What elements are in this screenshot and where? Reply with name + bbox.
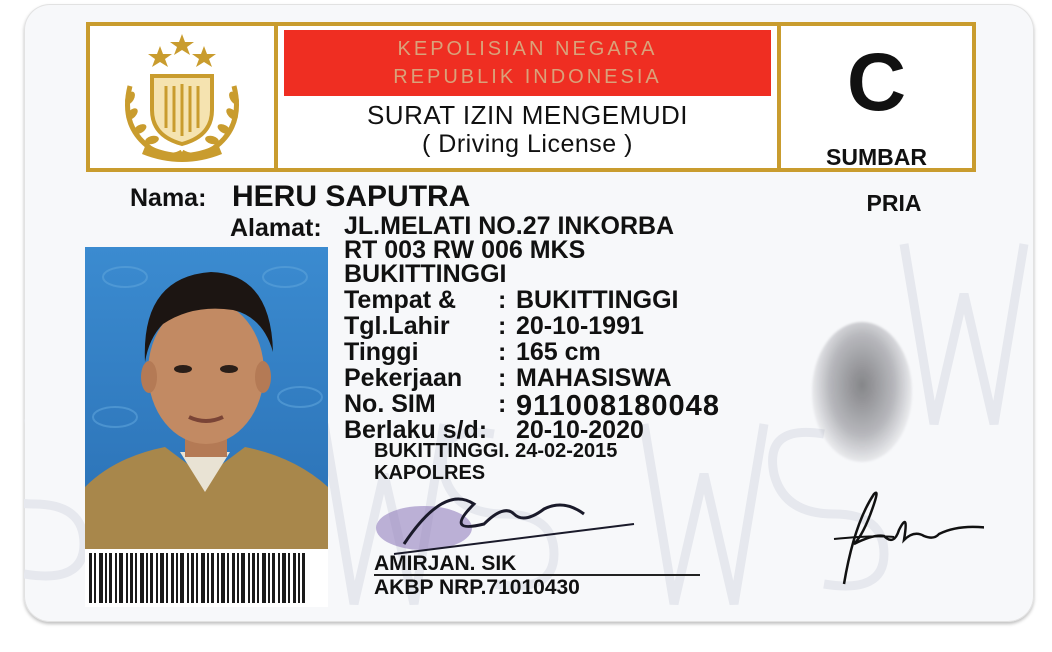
- issuer-title: KAPOLRES: [374, 462, 486, 484]
- field-label: Tgl.Lahir: [344, 312, 450, 340]
- field-value: 20-10-1991: [516, 312, 644, 340]
- field-value: 165 cm: [516, 338, 601, 366]
- document-title: SURAT IZIN MENGEMUDI: [366, 100, 689, 130]
- class-box: [777, 26, 972, 168]
- license-class: C: [846, 37, 907, 128]
- field-value: 20-10-2020: [516, 416, 644, 444]
- address-line: BUKITTINGGI: [344, 260, 507, 288]
- institution-line-1: KEPOLISIAN NEGARA: [397, 38, 658, 60]
- issue-place-date: BUKITTINGGI. 24-02-2015: [374, 440, 618, 462]
- officer-rank: AKBP NRP.71010430: [374, 576, 580, 599]
- officer-block: [374, 552, 580, 600]
- title-area: [278, 26, 777, 168]
- license-header: [86, 22, 976, 172]
- gender-value: PRIA: [866, 190, 922, 216]
- emblem-box: [90, 26, 278, 168]
- field-value: BUKITTINGGI: [516, 286, 679, 314]
- name-label: Nama:: [130, 184, 207, 212]
- institution-line-2: REPUBLIK INDONESIA: [393, 66, 662, 88]
- field-label: Tinggi: [344, 338, 419, 366]
- blood-type: SUMBAR: [826, 144, 927, 170]
- issuance-block: [374, 440, 617, 484]
- address-line: JL.MELATI NO.27 INKORBA: [344, 212, 675, 240]
- officer-name: AMIRJAN. SIK: [374, 552, 517, 575]
- field-label: Tempat &: [344, 286, 457, 314]
- address-label: Alamat:: [230, 214, 322, 242]
- fingerprint: [812, 322, 912, 462]
- field-value: MAHASISWA: [516, 364, 672, 392]
- field-label: Pekerjaan: [344, 364, 463, 392]
- barcode: [85, 549, 328, 607]
- holder-signature: [804, 484, 984, 594]
- name-value: HERU SAPUTRA: [232, 180, 471, 213]
- document-subtitle: ( Driving License ): [422, 130, 633, 158]
- address-block: [344, 214, 674, 286]
- address-line: RT 003 RW 006 MKS: [344, 236, 586, 264]
- license-number: 911008180048: [516, 390, 720, 422]
- field-label: Berlaku s/d:: [344, 416, 488, 444]
- driving-license-card: KEPOLISIAN NEGARA REPUBLIK INDONESIA SURAT IZIN MENGEMUDI ( Driving License ) C SUMBAR PRIA Nama: HERU SAPUTRA Alamat: JL.MELATI NO.27 INKORBA RT 003 RW 006 MKS BUKITTINGGI Tempat & : BUKITTINGGI Tgl.Lahir : 20-10-1991 Tinggi : 165 cm Pekerjaan : MAHASISWA No. SIM : 911008180048 Berlaku s/d: 20-10-2020 BUKITTINGGI. 24-02-2015 KAPOLRES AMIRJAN. SIK AKBP NRP.71010430: [24, 4, 1034, 622]
- field-label: No. SIM: [344, 390, 436, 418]
- police-emblem-icon: [90, 26, 270, 166]
- institution-band: [284, 30, 771, 96]
